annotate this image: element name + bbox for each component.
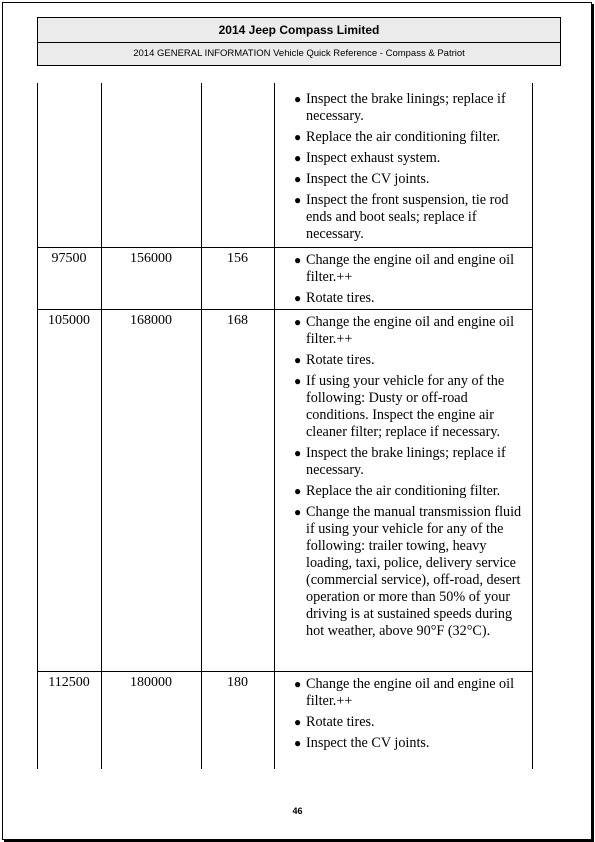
task-list bbox=[294, 91, 533, 247]
interval-months: 180 bbox=[227, 675, 248, 690]
task-list bbox=[294, 676, 533, 756]
task-item: ● Inspect the brake linings; replace if necessary. bbox=[294, 91, 506, 124]
task-item: ● Inspect exhaust system. bbox=[294, 150, 441, 166]
interval-miles: 105000 bbox=[48, 313, 90, 328]
interval-miles: 97500 bbox=[51, 251, 87, 266]
interval-miles: 112500 bbox=[48, 675, 90, 690]
task-item: ● Rotate tires. bbox=[294, 290, 375, 306]
task-item: ● Inspect the CV joints. bbox=[294, 171, 430, 187]
task-item: ● Inspect the front suspension, tie rod ends and boot seals; replace if necessary. bbox=[294, 192, 509, 242]
interval-kilometers: 180000 bbox=[130, 675, 172, 690]
task-item: ● Change the engine oil and engine oil filter.++ bbox=[294, 676, 515, 709]
task-item: ● If using your vehicle for any of the following: Dusty or off-road conditions. Inspect the engine air cleaner filter; replace if necessary. bbox=[294, 373, 505, 440]
task-item: ● Inspect the brake linings; replace if necessary. bbox=[294, 445, 506, 478]
interval-kilometers: 168000 bbox=[130, 313, 172, 328]
task-list bbox=[294, 252, 533, 311]
table-row bbox=[37, 309, 533, 671]
table-row bbox=[37, 671, 533, 769]
task-item: ● Inspect the CV joints. bbox=[294, 735, 430, 751]
page-number: 46 bbox=[292, 806, 303, 816]
task-item: ● Change the engine oil and engine oil filter.++ bbox=[294, 252, 515, 285]
page-header bbox=[37, 17, 561, 66]
task-item: ● Change the manual transmission fluid if using your vehicle for any of the following: trailer towing, heavy loading, taxi, police, delivery service (commercial service), off-road, desert operation or more than 50% of your driving is at sustained speeds during hot weather, above 90°F (32°C). bbox=[294, 504, 522, 639]
document-title: 2014 Jeep Compass Limited bbox=[37, 17, 561, 43]
document-subtitle: 2014 GENERAL INFORMATION Vehicle Quick Reference - Compass & Patriot bbox=[37, 43, 561, 66]
task-item: ● Change the engine oil and engine oil filter.++ bbox=[294, 314, 515, 347]
table-row bbox=[37, 83, 533, 247]
task-item: ● Replace the air conditioning filter. bbox=[294, 129, 501, 145]
interval-kilometers: 156000 bbox=[130, 251, 172, 266]
table-row bbox=[37, 247, 533, 309]
interval-months: 156 bbox=[227, 251, 248, 266]
task-item: ● Rotate tires. bbox=[294, 352, 375, 368]
task-list bbox=[294, 314, 533, 644]
interval-months: 168 bbox=[227, 313, 248, 328]
task-item: ● Rotate tires. bbox=[294, 714, 375, 730]
task-item: ● Replace the air conditioning filter. bbox=[294, 483, 501, 499]
